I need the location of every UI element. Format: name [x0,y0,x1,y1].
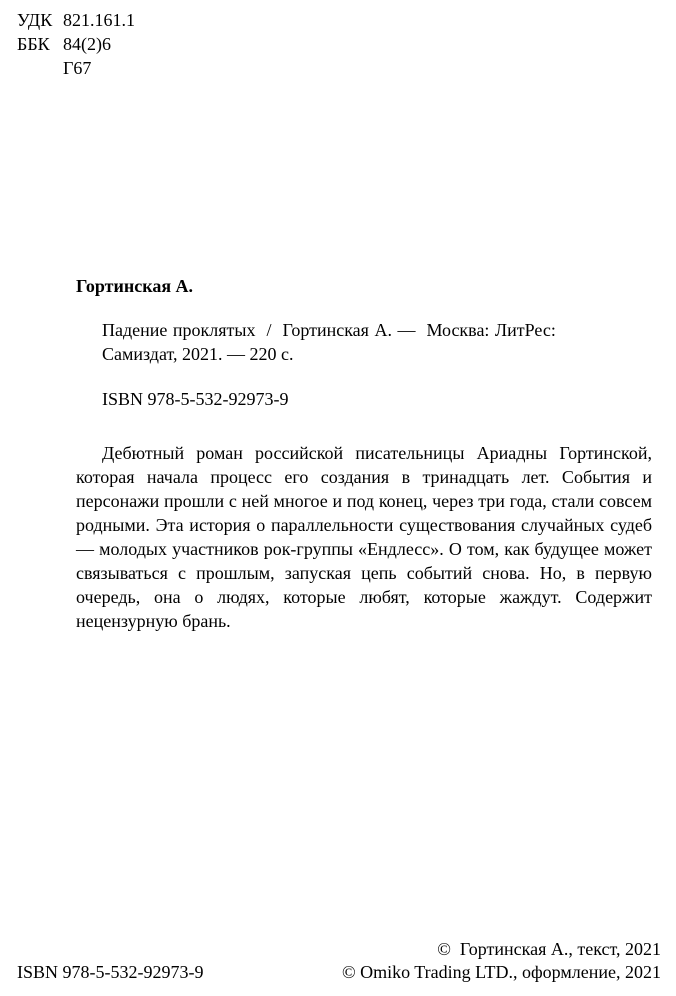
copyright-design: © Omiko Trading LTD., оформление, 2021 [341,962,661,982]
author-sign: Г67 [63,58,92,78]
copyright-text: © Гортинская А., текст, 2021 [437,939,661,959]
bbk-classification [17,32,111,56]
isbn-main: ISBN 978-5-532-92973-9 [102,389,289,409]
udk-value: 821.161.1 [63,10,135,30]
annotation-paragraph: Дебютный роман российской писательницы Ариадны Гортинской, которая начала процесс его создания в тринадцать лет. События и персонажи прошли с ней многое и под конец, через три года, стали совсем родными. Эта история о параллельности существования случайных судеб — молодых участников рок-группы «Ендлесс». О том, как будущее может связываться с прошлым, запуская цепь событий снова. Но, в первую очередь, она о людях, которые любят, которые жаждут. Содержит нецензурную брань. [76,443,652,631]
bbk-value: 84(2)6 [63,34,111,54]
udk-label: УДК [17,10,53,30]
bibliographic-line-2: Самиздат, 2021. — 220 с. [102,344,294,364]
isbn-footer: ISBN 978-5-532-92973-9 [17,962,204,982]
bbk-label: ББК [17,34,50,54]
bibliographic-line-1: Падение проклятых / Гортинская А. — Москва: ЛитРес: [102,320,556,340]
udk-classification [17,8,135,32]
author-heading: Гортинская А. [76,276,194,296]
